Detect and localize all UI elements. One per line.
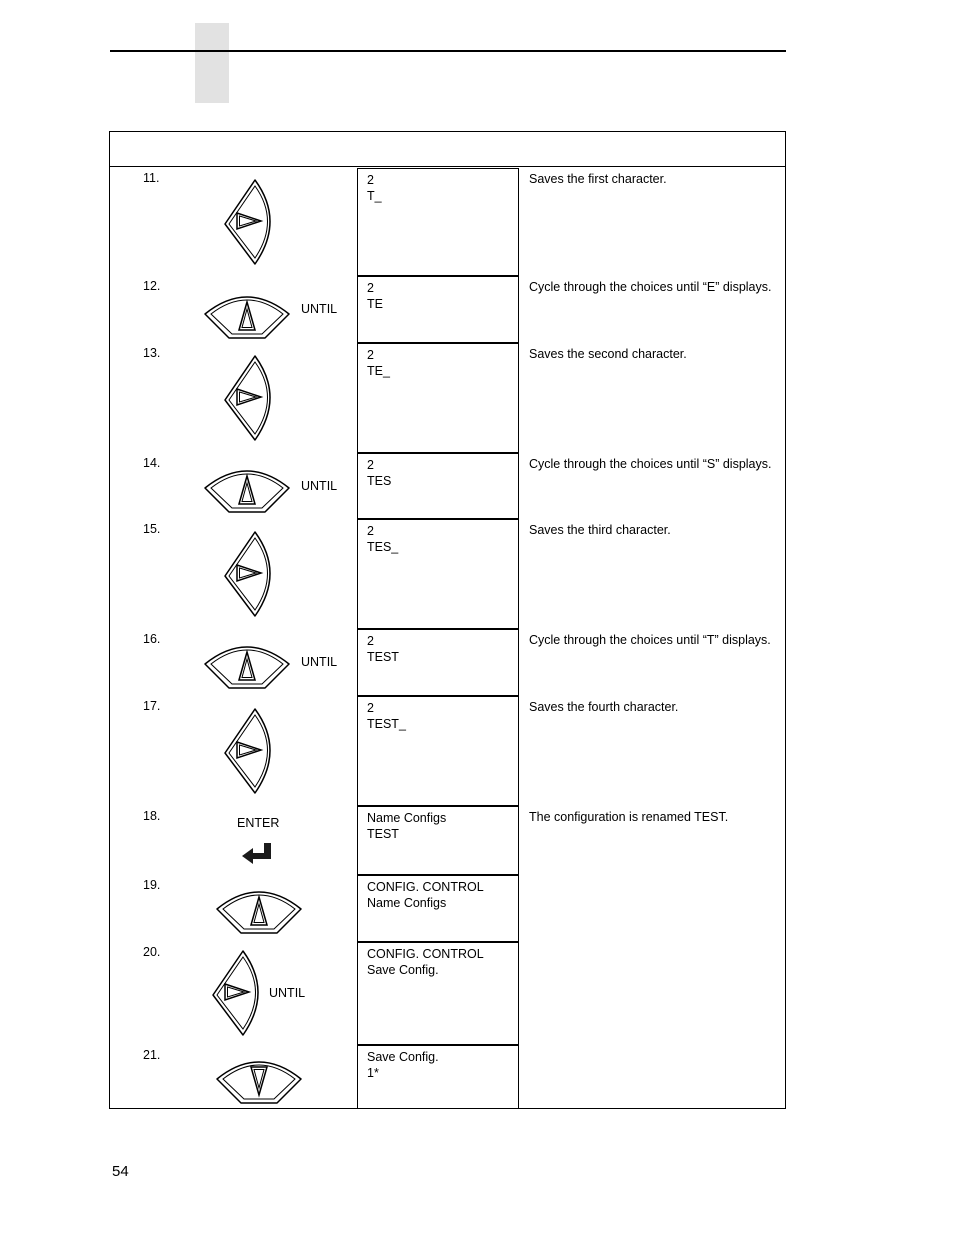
step-number: 15. <box>143 522 161 536</box>
step-number: 12. <box>143 279 161 293</box>
lcd-display-cell <box>357 696 519 806</box>
page-number: 54 <box>112 1163 129 1180</box>
lcd-display-cell <box>357 629 519 696</box>
header-rule <box>110 50 786 52</box>
step-number: 18. <box>143 809 161 823</box>
lcd-display-cell <box>357 806 519 875</box>
until-label: UNTIL <box>269 986 306 1000</box>
lcd-display-cell <box>357 276 519 343</box>
lcd-display-line: TEST <box>367 650 399 664</box>
lcd-display-line: Name Configs <box>367 811 447 825</box>
right-arrow-key-icon <box>225 356 285 440</box>
lcd-display-cell <box>357 519 519 629</box>
lcd-display-line: CONFIG. CONTROL <box>367 880 484 894</box>
lcd-display-line: TE <box>367 297 383 311</box>
step-description: Cycle through the choices until “S” displays. <box>529 457 772 471</box>
lcd-display-line: TEST_ <box>367 717 406 731</box>
step-description: Saves the fourth character. <box>529 700 679 714</box>
lcd-display-cell <box>357 1045 519 1109</box>
up-arrow-key-icon <box>205 464 289 512</box>
up-arrow-key-icon <box>217 885 301 933</box>
chapter-tab <box>195 23 229 103</box>
step-number: 20. <box>143 945 161 959</box>
lcd-display-cell <box>357 168 519 276</box>
step-description: Saves the second character. <box>529 347 687 361</box>
right-arrow-key-icon <box>213 951 273 1035</box>
table-header-row <box>110 132 785 167</box>
step-number: 14. <box>143 456 161 470</box>
lcd-display-line: 2 <box>367 348 374 362</box>
step-number: 21. <box>143 1048 161 1062</box>
lcd-display-line: Name Configs <box>367 896 447 910</box>
lcd-display-line: Save Config. <box>367 1050 439 1064</box>
lcd-display-line: TES_ <box>367 540 399 554</box>
down-arrow-key-icon <box>217 1055 301 1103</box>
right-arrow-key-icon <box>225 532 285 616</box>
lcd-display-line: T_ <box>367 189 382 203</box>
lcd-display-line: 2 <box>367 524 374 538</box>
step-description: Saves the first character. <box>529 172 667 186</box>
right-arrow-key-icon <box>225 180 285 264</box>
lcd-display-cell <box>357 875 519 942</box>
step-description: Cycle through the choices until “T” displays. <box>529 633 771 647</box>
lcd-display-line: TE_ <box>367 364 390 378</box>
step-description: The configuration is renamed TEST. <box>529 810 729 824</box>
lcd-display-cell <box>357 942 519 1045</box>
step-description: Cycle through the choices until “E” displays. <box>529 280 772 294</box>
lcd-display-line: 1* <box>367 1066 379 1080</box>
lcd-display-line: TES <box>367 474 392 488</box>
step-description: Saves the third character. <box>529 523 671 537</box>
lcd-display-line: 2 <box>367 634 374 648</box>
up-arrow-key-icon <box>205 640 289 688</box>
lcd-display-line: CONFIG. CONTROL <box>367 947 484 961</box>
enter-key-icon <box>240 843 272 865</box>
lcd-display-line: 2 <box>367 701 374 715</box>
lcd-display-cell <box>357 453 519 519</box>
lcd-display-line: TEST <box>367 827 399 841</box>
up-arrow-key-icon <box>205 290 289 338</box>
step-number: 17. <box>143 699 161 713</box>
lcd-display-line: 2 <box>367 458 374 472</box>
until-label: UNTIL <box>301 302 338 316</box>
enter-label: ENTER <box>237 816 280 830</box>
until-label: UNTIL <box>301 479 338 493</box>
lcd-display-line: Save Config. <box>367 963 439 977</box>
step-number: 19. <box>143 878 161 892</box>
step-number: 16. <box>143 632 161 646</box>
step-number: 13. <box>143 346 161 360</box>
step-number: 11. <box>143 171 160 185</box>
lcd-display-line: 2 <box>367 281 374 295</box>
until-label: UNTIL <box>301 655 338 669</box>
right-arrow-key-icon <box>225 709 285 793</box>
lcd-display-line: 2 <box>367 173 374 187</box>
lcd-display-cell <box>357 343 519 453</box>
